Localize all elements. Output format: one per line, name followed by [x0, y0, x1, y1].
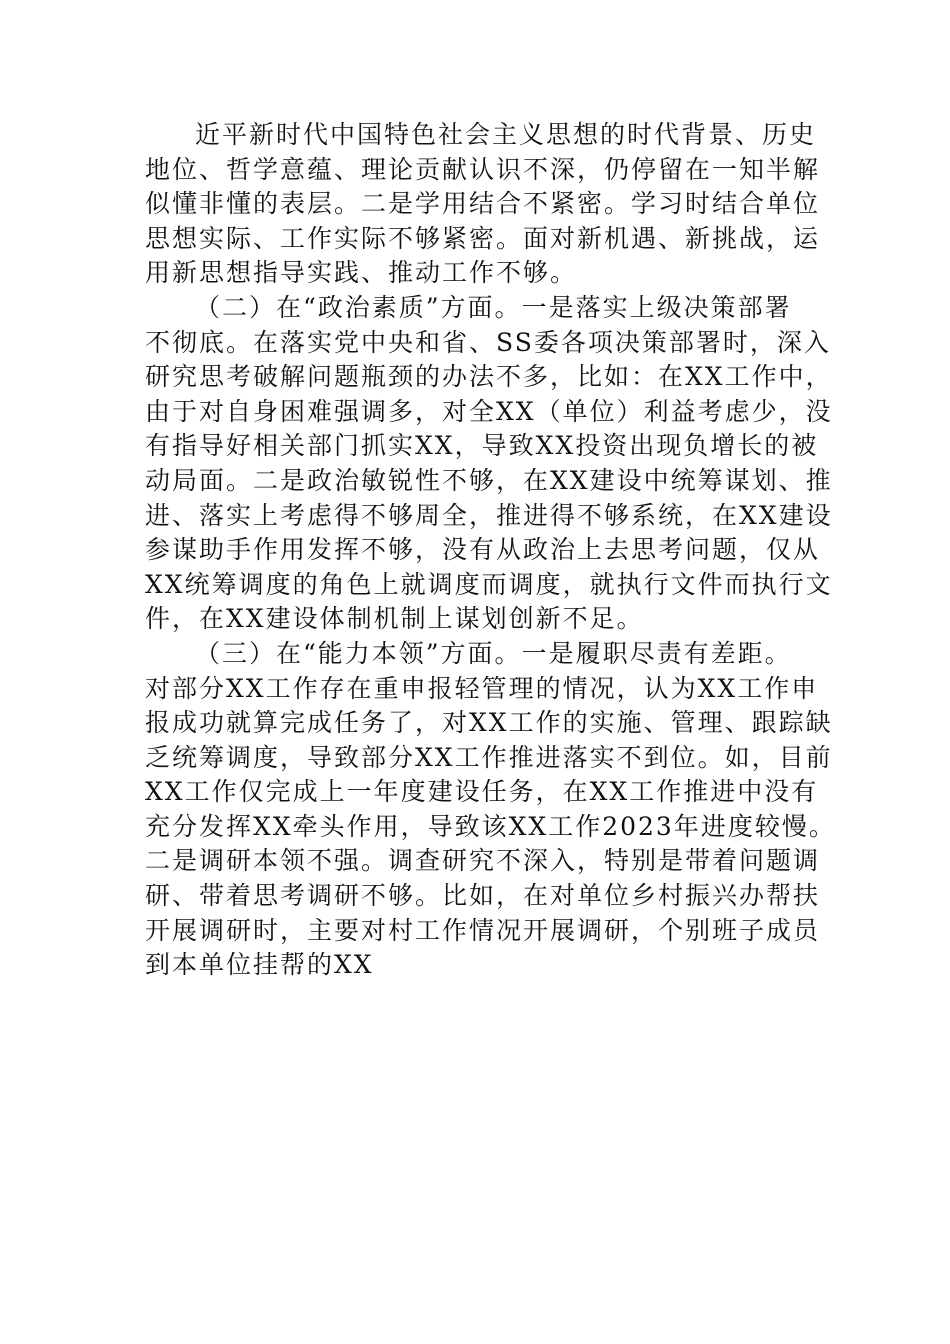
text-line: 件，在XX建设体制机制上谋划创新不足。 [145, 604, 644, 634]
text-line: 充分发挥XX牵头作用，导致该XX工作2023年进度较慢。 [145, 811, 836, 841]
text-line: 乏统筹调度，导致部分XX工作推进落实不到位。如，目前 [145, 742, 833, 772]
text-line: 有指导好相关部门抓实XX，导致XX投资出现负增长的被 [145, 431, 819, 461]
text-line: 动局面。二是政治敏锐性不够，在XX建设中统筹谋划、推 [145, 465, 833, 495]
text-line: 研究思考破解问题瓶颈的办法不多，比如：在XX工作中， [145, 362, 833, 392]
text-line: 地位、哲学意蕴、理论贡献认识不深，仍停留在一知半解 [145, 154, 821, 184]
text-line: 二是调研本领不强。调查研究不深入，特别是带着问题调 [145, 846, 821, 876]
text-line: 用新思想指导实践、推动工作不够。 [145, 258, 578, 288]
text-line: 报成功就算完成任务了，对XX工作的实施、管理、跟踪缺 [145, 708, 833, 738]
text-line: 到本单位挂帮的XX [145, 950, 374, 980]
text-line: 近平新时代中国特色社会主义思想的时代背景、历史 [195, 120, 817, 149]
text-line: 参谋助手作用发挥不够，没有从政治上去思考问题，仅从 [145, 535, 821, 565]
text-line: XX统筹调度的角色上就调度而调度，就执行文件而执行文 [145, 569, 833, 599]
text-line: XX工作仅完成上一年度建设任务，在XX工作推进中没有 [145, 777, 819, 807]
text-line: 似懂非懂的表层。二是学用结合不紧密。学习时结合单位 [145, 189, 821, 219]
paragraph-heading-line: （三）在“能力本领”方面。一是履职尽责有差距。 [195, 638, 792, 668]
text-line: 研、带着思考调研不够。比如，在对单位乡村振兴办帮扶 [145, 881, 821, 911]
document-body [145, 118, 836, 983]
text-line: 开展调研时，主要对村工作情况开展调研，个别班子成员 [145, 915, 821, 945]
text-line: 对部分XX工作存在重申报轻管理的情况，认为XX工作申 [145, 673, 819, 703]
text-line: 进、落实上考虑得不够周全，推进得不够系统，在XX建设 [145, 500, 833, 530]
paragraph-heading-line: （二）在“政治素质”方面。一是落实上级决策部署 [195, 292, 792, 322]
text-line: 不彻底。在落实党中央和省、SS委各项决策部署时，深入 [145, 327, 831, 357]
text-line: 由于对自身困难强调多，对全XX（单位）利益考虑少，没 [145, 396, 833, 426]
text-line: 思想实际、工作实际不够紧密。面对新机遇、新挑战，运 [145, 223, 821, 253]
